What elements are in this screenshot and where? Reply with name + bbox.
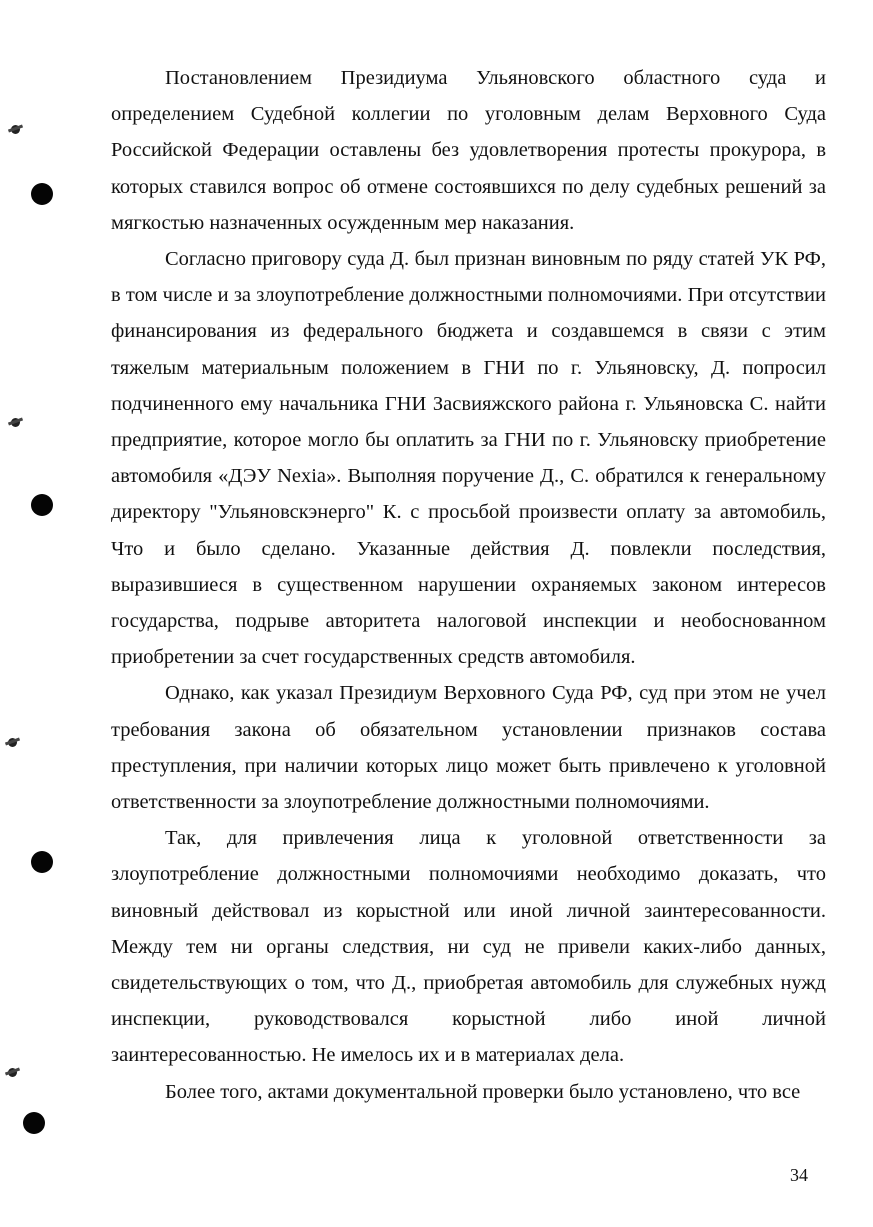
paragraph: Согласно приговору суда Д. был признан виновным по ряду статей УК РФ, в том числе и за злоупотребление должностными полномочиями. При отсутствии финансирования из федерального бюджета и создавшемся в связи с этим тяжелым материальным положением в ГНИ по г. Ульяновску, Д. попросил подчиненного ему начальника ГНИ Засвияжского района г. Ульяновска С. найти предприятие, которое могло бы оплатить за ГНИ по г. Ульяновску приобретение автомобиля «ДЭУ Nexia». Выполняя поручение Д., С. обратился к генеральному директору "Ульяновскэнерго" К. с просьбой произвести оплату за автомобиль, Что и было сделано. Указанные действия Д. повлекли последствия, выразившиеся в существенном нарушении охраняемых законом интересов государства, подрыве авторитета налоговой инспекции и необоснованном приобретении за счет государственных средств автомобиля. xyxy=(111,248,826,669)
punch-hole-mark xyxy=(31,851,53,873)
page-number: 34 xyxy=(790,1165,808,1185)
binding-mark xyxy=(11,125,20,134)
binding-mark xyxy=(8,1068,17,1077)
punch-hole-mark xyxy=(31,494,53,516)
binding-mark xyxy=(11,418,20,427)
punch-hole-mark xyxy=(31,183,53,205)
paragraph: Более того, актами документальной проверки было установлено, что все xyxy=(165,1080,801,1103)
paragraph: Так, для привлечения лица к уголовной ответственности за злоупотребление должностными полномочиями необходимо доказать, что виновный действовал из корыстной или иной личной заинтересованности. Между тем ни органы следствия, ни суд не привели каких-либо данных, свидетельствующих о том, что Д., приобретая автомобиль для служебных нужд инспекции, руководствовался корыстной либо иной личной заинтересованностью. Не имелось их и в материалах дела. xyxy=(111,827,826,1067)
paragraph: Постановлением Президиума Ульяновского областного суда и определением Судебной коллегии по уголовным делам Верховного Суда Российской Федерации оставлены без удовлетворения протесты прокурора, в которых ставился вопрос об отмене состоявшихся по делу судебных решений за мягкостью назначенных осужденным мер наказания. xyxy=(111,67,826,234)
punch-hole-mark xyxy=(23,1112,45,1134)
document-body xyxy=(111,60,826,1110)
paragraph: Однако, как указал Президиум Верховного Суда РФ, суд при этом не учел требования закона об обязательном установлении признаков состава преступления, при наличии которых лицо может быть привлечено к уголовной ответственности за злоупотребление должностными полномочиями. xyxy=(111,682,826,814)
binding-mark xyxy=(8,738,17,747)
